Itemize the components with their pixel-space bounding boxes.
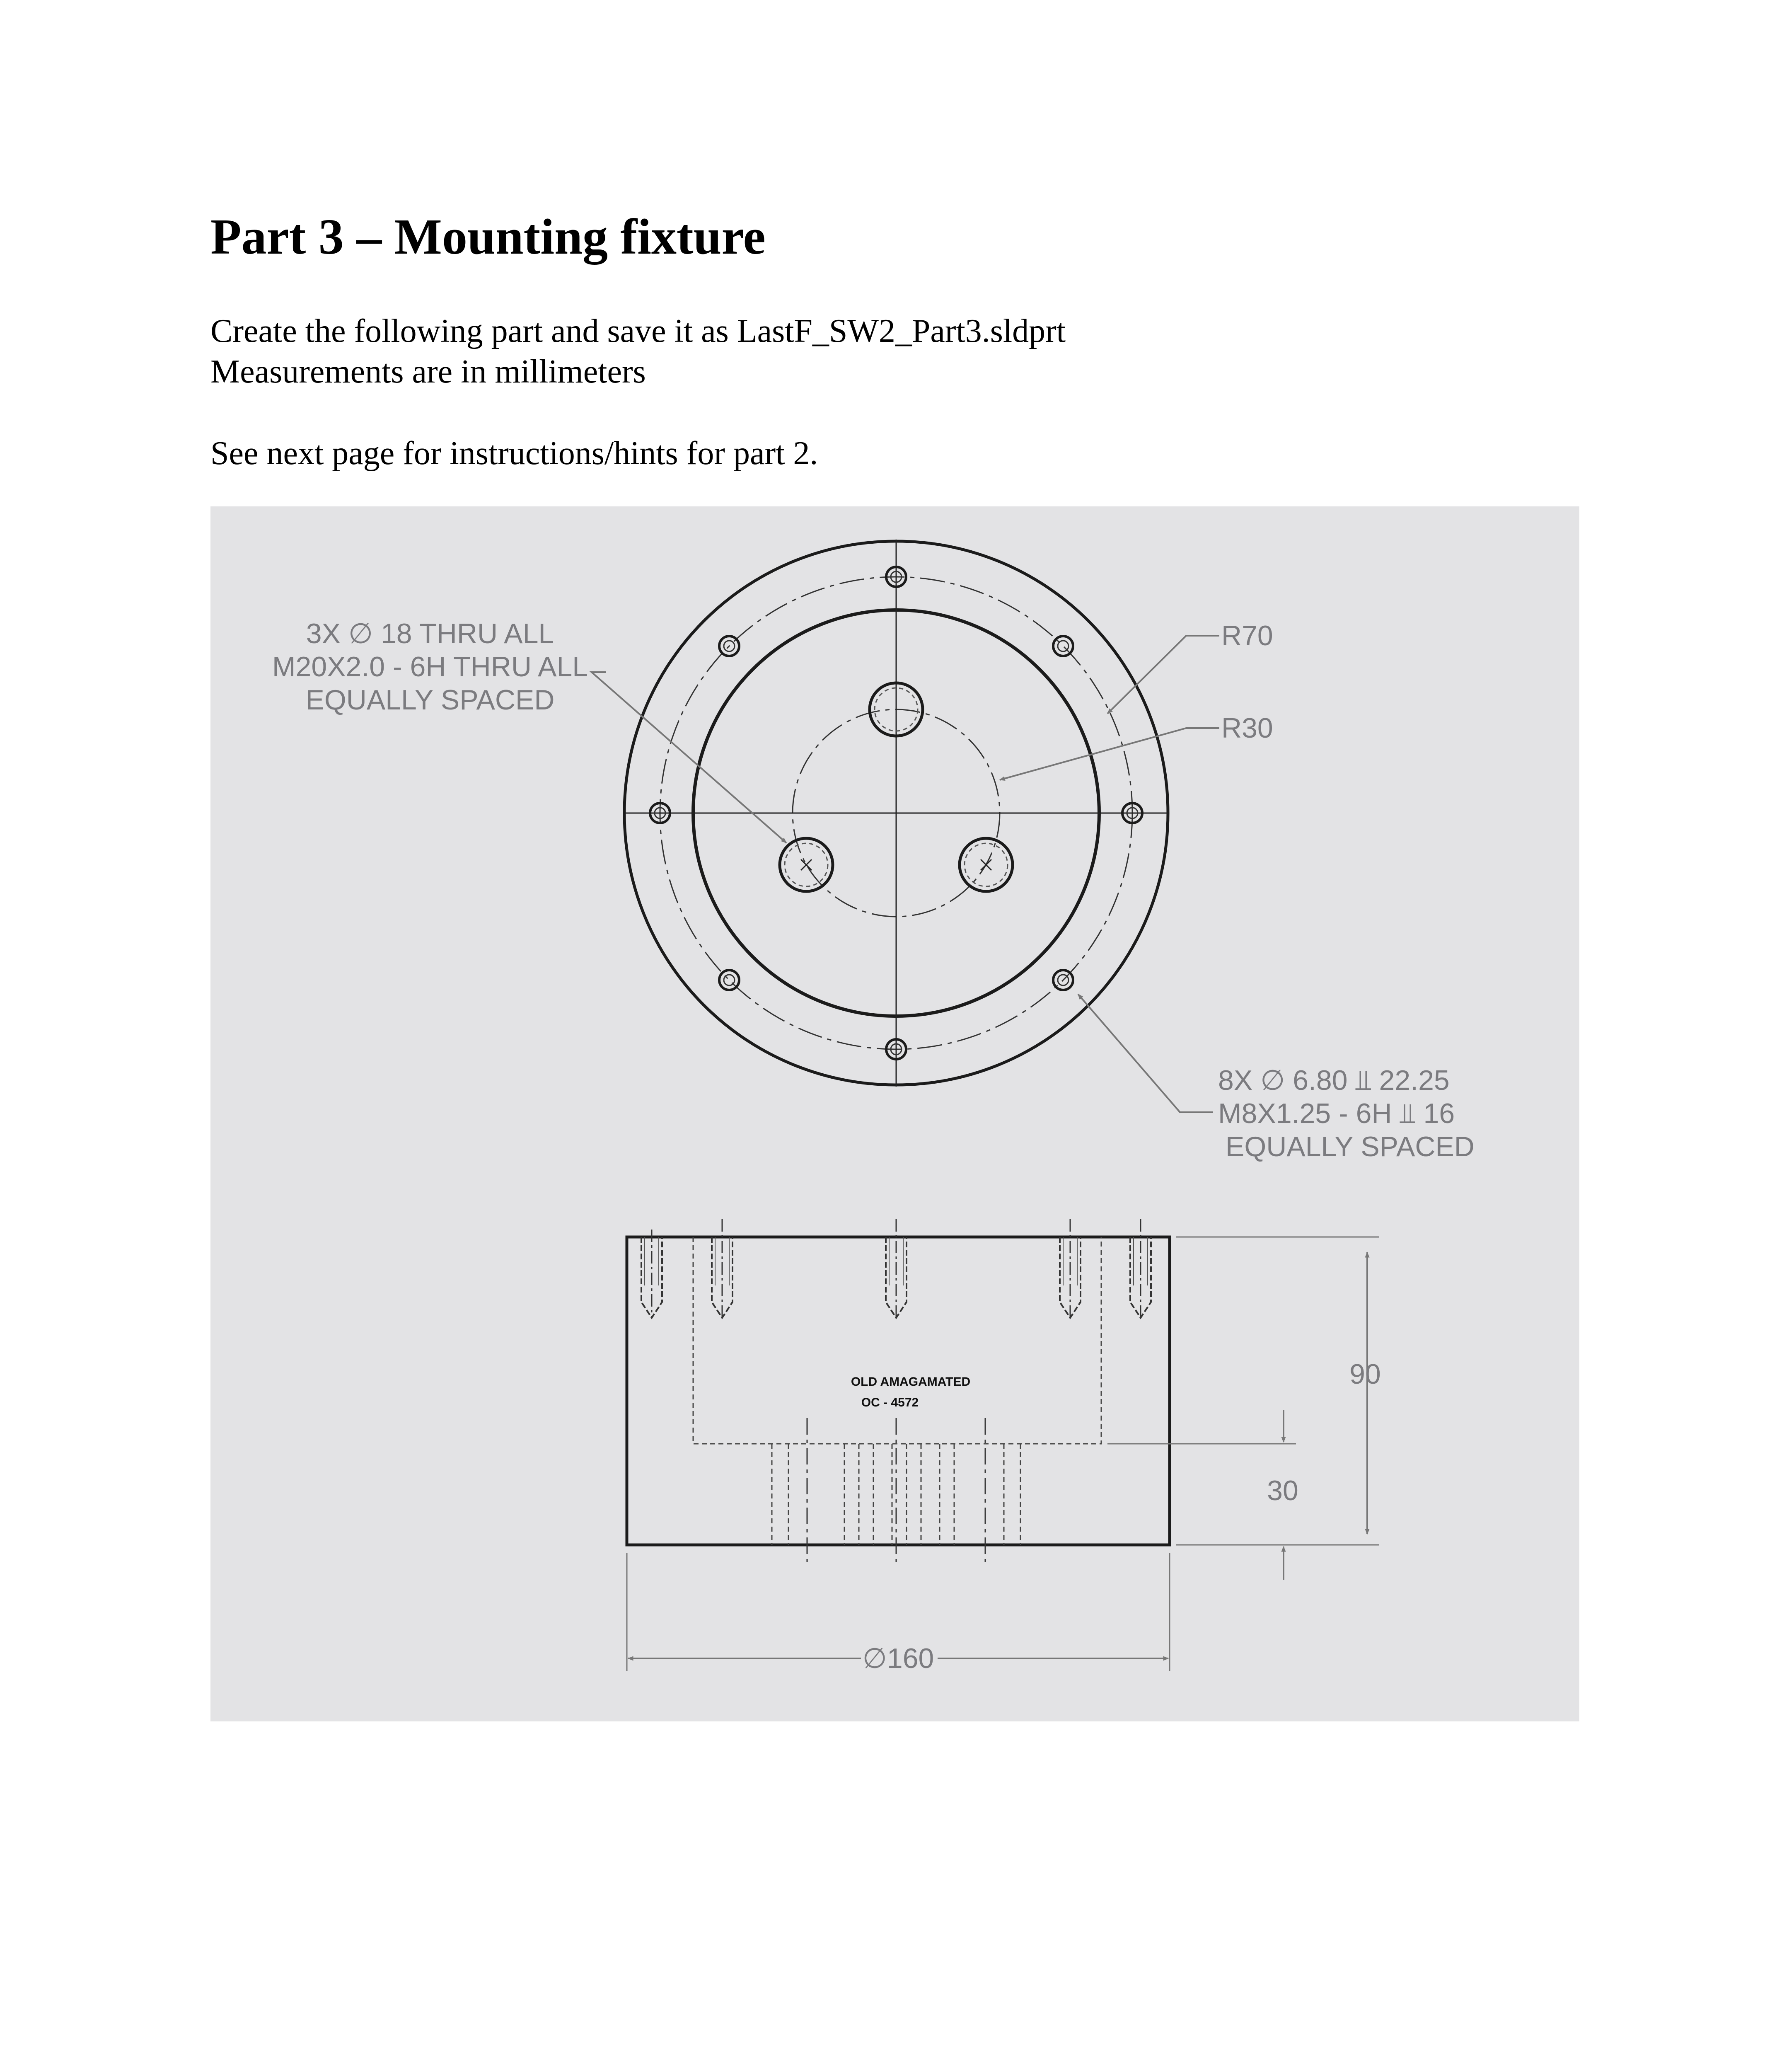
dimension-diameter-value: ∅160: [862, 1643, 934, 1674]
instruction-line: Measurements are in millimeters: [210, 353, 646, 390]
dimension-diameter: [628, 1643, 1168, 1674]
callout-small-holes-line3: EQUALLY SPACED: [1226, 1131, 1475, 1162]
tapped-hole: [886, 1219, 907, 1318]
dimension-recess-value: 30: [1267, 1475, 1298, 1506]
hint-text: See next page for instructions/hints for part 2.: [210, 435, 818, 472]
radius-label-r30: R30: [1221, 712, 1273, 744]
drawing-canvas: [210, 506, 1579, 1721]
body-outline: [627, 1237, 1170, 1545]
callout-large-holes-line1: 3X ∅ 18 THRU ALL: [306, 618, 554, 649]
section-view: [627, 1219, 1381, 1674]
small-hole: [1053, 636, 1073, 656]
callout-small-holes-line1: 8X ∅ 6.80 ⫫ 22.25: [1218, 1065, 1450, 1096]
tapped-hole: [1130, 1219, 1151, 1318]
instructions: [210, 311, 1066, 392]
extension-lines: [627, 1237, 1379, 1671]
dimension-height: [1349, 1252, 1381, 1534]
leader-small-holes: [1078, 994, 1213, 1112]
part-stamp-line1: OLD AMAGAMATED: [851, 1375, 971, 1389]
leader-r30: [1000, 728, 1219, 780]
top-view: [272, 540, 1475, 1162]
leader-r70: [1107, 636, 1219, 714]
callout-small-holes-line2: M8X1.25 - 6H ⫫ 16: [1218, 1098, 1455, 1129]
leader-large-holes: [592, 672, 786, 843]
tapped-hole: [641, 1230, 662, 1318]
tapped-hole: [1060, 1219, 1081, 1318]
engineering-drawing: [210, 506, 1579, 1721]
large-hole: [780, 838, 833, 891]
part-stamp-line2: OC - 4572: [861, 1396, 919, 1409]
page-title: Part 3 – Mounting fixture: [210, 209, 766, 265]
tapped-hole: [712, 1219, 733, 1318]
large-hole: [960, 838, 1013, 891]
dimension-recess: [1267, 1410, 1298, 1580]
callout-large-holes-line2: M20X2.0 - 6H THRU ALL: [272, 651, 588, 683]
radius-label-r70: R70: [1221, 620, 1273, 651]
callout-large-holes-line3: EQUALLY SPACED: [305, 684, 555, 716]
dimension-height-value: 90: [1349, 1358, 1381, 1390]
small-hole: [719, 970, 739, 990]
instruction-line: Create the following part and save it as LastF_SW2_Part3.sldprt: [210, 313, 1066, 349]
hidden-recess: [693, 1237, 1101, 1444]
